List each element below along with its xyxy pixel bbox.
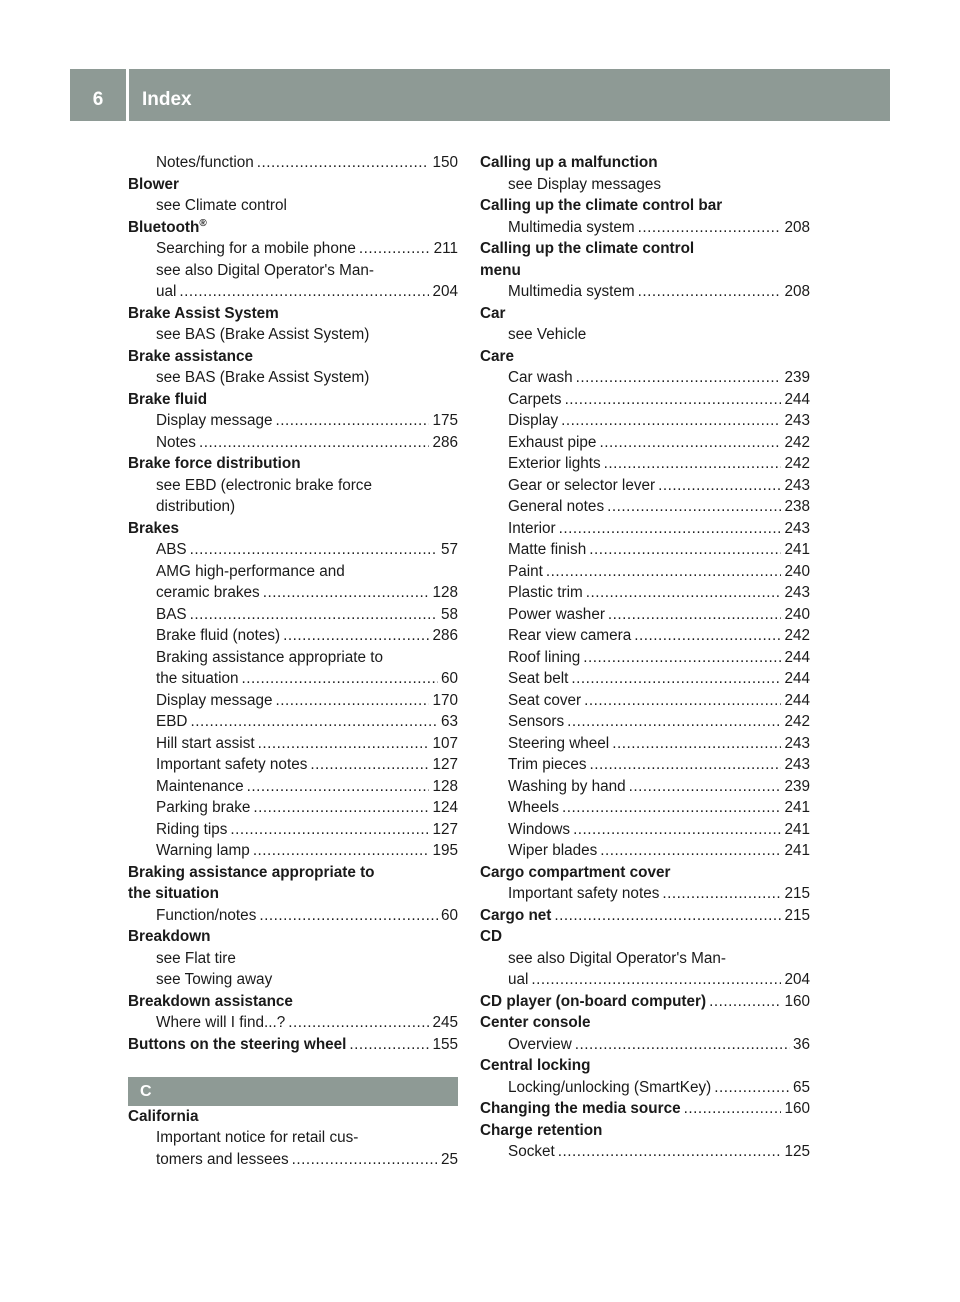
index-entry-label: General notes [508, 498, 605, 515]
index-entry[interactable] [128, 1012, 458, 1034]
page-reference[interactable]: 128 [432, 584, 458, 601]
index-reference: see also Digital Operator's Man- [508, 949, 727, 967]
index-entry[interactable] [480, 410, 810, 432]
dot-leader [565, 389, 782, 411]
index-entry-label: Exterior lights [508, 455, 601, 472]
index-entry-label: Power washer [508, 605, 605, 623]
dot-leader [190, 604, 438, 626]
index-heading-text: Care [480, 347, 515, 365]
index-entry-label: Paint [508, 562, 543, 580]
index-entry[interactable] [128, 776, 458, 798]
page-reference[interactable]: 239 [784, 777, 810, 795]
page-reference[interactable]: 63 [440, 713, 458, 730]
index-heading [480, 303, 810, 325]
page-title: Index [142, 89, 192, 110]
dot-leader [634, 625, 781, 647]
page-reference[interactable]: 239 [784, 369, 810, 386]
dot-leader [230, 819, 429, 841]
index-entry-label: Seat belt [508, 670, 569, 687]
index-entry[interactable] [128, 281, 458, 303]
index-entry-label: Hill start assist [156, 734, 255, 752]
dot-leader [554, 905, 781, 927]
dot-leader [257, 152, 430, 174]
dot-leader [583, 647, 781, 669]
index-entry[interactable] [480, 389, 810, 411]
index-entry[interactable] [128, 711, 458, 733]
dot-leader [253, 840, 430, 862]
index-heading [480, 1055, 810, 1077]
index-entry[interactable] [480, 883, 810, 905]
dot-leader [559, 518, 782, 540]
page-reference[interactable]: 243 [784, 734, 810, 752]
dot-leader [571, 668, 781, 690]
dot-leader [658, 475, 781, 497]
index-entry[interactable] [128, 625, 458, 647]
page-reference[interactable]: 58 [440, 605, 458, 623]
index-entry[interactable] [480, 217, 810, 239]
dot-leader [263, 582, 430, 604]
index-entry-label: Gear or selector lever [508, 476, 656, 494]
page-reference[interactable]: 208 [784, 283, 810, 300]
page-reference[interactable]: 240 [784, 562, 810, 580]
index-entry-label: Wheels [508, 799, 560, 816]
index-entry-label: BAS [156, 605, 187, 623]
dot-leader [531, 969, 781, 991]
index-reference: Important notice for retail cus- [156, 1129, 359, 1146]
index-heading [480, 1120, 810, 1142]
index-entry-label: Roof lining [508, 648, 581, 666]
page-reference[interactable]: 155 [432, 1035, 458, 1053]
page-reference[interactable]: 160 [784, 992, 810, 1010]
dot-leader [253, 797, 429, 819]
index-entry-label: Sensors [508, 713, 565, 730]
page-reference[interactable]: 238 [784, 498, 810, 515]
index-entry-label: Plastic trim [508, 584, 583, 601]
dot-leader [586, 582, 782, 604]
index-entry[interactable] [480, 496, 810, 518]
index-heading [128, 883, 458, 905]
index-heading [128, 453, 458, 475]
dot-leader [546, 561, 782, 583]
page-reference[interactable]: 127 [432, 756, 458, 773]
index-heading [480, 1012, 810, 1034]
index-entry[interactable] [128, 582, 458, 604]
index-entry-label: Buttons on the steering wheel [128, 1035, 347, 1053]
page-reference[interactable]: 36 [792, 1035, 810, 1053]
index-entry-label: Notes/function [156, 154, 254, 171]
index-entry-label: Display [508, 412, 559, 429]
index-heading-text: Braking assistance appropriate to [128, 863, 375, 881]
index-entry-label: EBD [156, 713, 188, 730]
index-heading [128, 174, 458, 196]
index-entry[interactable] [480, 647, 810, 669]
index-entry-label: Riding tips [156, 820, 228, 838]
dot-leader [561, 410, 781, 432]
index-entry-label: CD player (on-board computer) [480, 992, 707, 1010]
dot-leader [258, 733, 430, 755]
index-reference: see Flat tire [156, 949, 236, 967]
dot-leader [259, 905, 438, 927]
index-entry-label: Display message [156, 691, 273, 709]
page-reference[interactable]: 243 [784, 476, 810, 494]
dot-leader [242, 668, 438, 690]
index-heading [128, 862, 458, 884]
index-reference: see Display messages [508, 175, 662, 193]
dot-leader [607, 496, 781, 518]
page-reference[interactable]: 244 [784, 670, 810, 687]
dot-leader [562, 797, 781, 819]
index-entry-label: Steering wheel [508, 734, 610, 752]
index-heading [128, 389, 458, 411]
index-entry[interactable] [128, 152, 458, 174]
index-entry[interactable] [128, 1149, 458, 1171]
index-entry-label: Matte finish [508, 541, 587, 558]
page-reference[interactable]: 160 [784, 1100, 810, 1117]
registered-mark: ® [199, 217, 207, 229]
index-reference: AMG high-performance and [156, 562, 345, 580]
index-heading [128, 1106, 458, 1128]
page-reference[interactable]: 242 [784, 455, 810, 472]
dot-leader [608, 604, 782, 626]
index-heading [128, 926, 458, 948]
index-entry[interactable] [480, 1077, 810, 1099]
page-reference[interactable]: 211 [433, 240, 458, 257]
index-entry[interactable] [128, 1034, 458, 1056]
index-entry-label: Windows [508, 820, 571, 838]
index-heading [128, 303, 458, 325]
dot-leader [638, 217, 782, 239]
index-entry-label: Interior [508, 519, 556, 537]
page-reference[interactable]: 286 [432, 433, 458, 451]
page-reference[interactable]: 125 [784, 1143, 810, 1160]
index-entry-label: Carpets [508, 390, 562, 408]
dot-leader [359, 238, 431, 260]
index-heading [128, 518, 458, 540]
index-entry-label: Function/notes [156, 906, 257, 924]
index-entry-label: Rear view camera [508, 627, 632, 644]
index-reference: see BAS (Brake Assist System) [156, 326, 370, 343]
dot-leader [567, 711, 781, 733]
index-heading-text: Blower [128, 175, 179, 193]
dot-leader [629, 776, 782, 798]
page-reference[interactable]: 25 [440, 1150, 458, 1168]
index-entry[interactable] [480, 754, 810, 776]
index-entry[interactable] [128, 797, 458, 819]
index-entry-label: Changing the media source [480, 1100, 681, 1117]
dot-leader [283, 625, 429, 647]
index-heading-text: Calling up the climate control bar [480, 197, 723, 214]
dot-leader [584, 690, 781, 712]
index-entry[interactable] [480, 711, 810, 733]
index-entry[interactable] [480, 1034, 810, 1056]
page-reference[interactable]: 170 [432, 691, 458, 709]
index-heading-text: Brake assistance [128, 347, 254, 365]
index-entry[interactable] [128, 819, 458, 841]
index-entry[interactable] [480, 1141, 810, 1163]
index-entry[interactable] [128, 238, 458, 260]
dot-leader [310, 754, 429, 776]
index-heading [480, 195, 810, 217]
index-entry[interactable] [480, 733, 810, 755]
index-entry[interactable] [128, 840, 458, 862]
index-entry[interactable] [128, 754, 458, 776]
index-entry[interactable] [480, 840, 810, 862]
page-reference[interactable]: 241 [784, 842, 810, 859]
page-reference[interactable]: 245 [432, 1014, 458, 1031]
index-entry-label: Multimedia system [508, 283, 635, 300]
index-entry-label: Multimedia system [508, 218, 635, 236]
page-reference[interactable]: 124 [432, 799, 458, 816]
index-entry[interactable] [480, 604, 810, 626]
dot-leader [576, 367, 782, 389]
index-reference: see also Digital Operator's Man- [156, 261, 375, 279]
index-heading-text: Central locking [480, 1057, 591, 1074]
index-entry[interactable] [480, 432, 810, 454]
index-entry[interactable] [480, 475, 810, 497]
page-reference[interactable]: 242 [784, 713, 810, 730]
index-entry[interactable] [480, 819, 810, 841]
index-heading-text: Calling up a malfunction [480, 154, 658, 171]
index-heading-text: Calling up the climate control [480, 240, 695, 257]
index-heading-text: Cargo compartment cover [480, 863, 671, 881]
index-entry-label: Maintenance [156, 777, 244, 795]
dot-leader [573, 819, 781, 841]
index-heading-text: the situation [128, 885, 219, 902]
dot-leader [600, 840, 781, 862]
index-heading [128, 217, 458, 239]
index-entry[interactable] [480, 625, 810, 647]
index-heading-text: Breakdown assistance [128, 992, 293, 1010]
index-reference: see Towing away [156, 971, 273, 988]
index-column-left [128, 152, 458, 1170]
index-entry[interactable] [480, 367, 810, 389]
page-reference[interactable]: 175 [432, 412, 458, 429]
index-entry-label: Cargo net [480, 906, 552, 924]
page-reference[interactable]: 241 [784, 799, 810, 816]
dot-leader [599, 432, 781, 454]
index-entry[interactable] [128, 410, 458, 432]
index-entry-label: Searching for a mobile phone [156, 240, 356, 257]
index-entry[interactable] [128, 905, 458, 927]
index-entry[interactable] [480, 991, 810, 1013]
page-reference[interactable]: 243 [784, 519, 810, 537]
index-entry[interactable] [128, 539, 458, 561]
page-number: 6 [92, 89, 104, 110]
dot-leader [662, 883, 781, 905]
index-heading [128, 991, 458, 1013]
index-entry-label: Wiper blades [508, 842, 598, 859]
index-entry[interactable] [480, 518, 810, 540]
index-entry-label: ABS [156, 541, 187, 558]
index-entry[interactable] [128, 432, 458, 454]
index-heading-text: CD [480, 928, 503, 945]
dot-leader [589, 539, 781, 561]
index-entry-label: Locking/unlocking (SmartKey) [508, 1078, 712, 1096]
index-heading [480, 238, 810, 260]
index-entry-label: Washing by hand [508, 777, 626, 795]
index-heading-text: Brake force distribution [128, 455, 301, 472]
index-heading [128, 346, 458, 368]
dot-leader [275, 690, 429, 712]
page-reference[interactable]: 244 [784, 390, 810, 408]
index-entry-label: Trim pieces [508, 756, 587, 773]
page-reference[interactable]: 150 [432, 154, 458, 171]
index-heading-text: Breakdown [128, 928, 211, 945]
index-entry[interactable] [128, 690, 458, 712]
index-reference: Braking assistance appropriate to [156, 648, 384, 666]
index-entry[interactable] [480, 969, 810, 991]
dot-leader [604, 453, 782, 475]
index-entry[interactable] [128, 733, 458, 755]
index-entry[interactable] [480, 690, 810, 712]
index-heading [480, 926, 810, 948]
page-header [70, 69, 890, 121]
page-reference[interactable]: 244 [784, 691, 810, 709]
page-reference[interactable]: 243 [784, 756, 810, 773]
dot-leader [179, 281, 429, 303]
index-entry[interactable] [480, 1098, 810, 1120]
index-heading-text: Bluetooth [128, 218, 200, 236]
index-heading-text: menu [480, 261, 521, 279]
page-reference[interactable]: 57 [440, 541, 458, 558]
index-entry-label: tomers and lessees [156, 1150, 289, 1168]
page-reference[interactable]: 65 [792, 1078, 810, 1096]
index-entry-label: the situation [156, 670, 239, 687]
index-entry[interactable] [480, 281, 810, 303]
page-reference[interactable]: 243 [784, 584, 810, 601]
index-heading [480, 260, 810, 282]
index-entry[interactable] [128, 668, 458, 690]
index-reference: see Climate control [156, 197, 287, 214]
index-heading-text: Charge retention [480, 1121, 603, 1139]
page-reference[interactable]: 242 [784, 627, 810, 644]
index-entry[interactable] [480, 776, 810, 798]
dot-leader [638, 281, 782, 303]
dot-leader [199, 432, 430, 454]
index-heading [480, 152, 810, 174]
index-entry[interactable] [480, 582, 810, 604]
index-entry[interactable] [480, 453, 810, 475]
index-entry-label: ceramic brakes [156, 584, 260, 601]
index-entry-label: Important safety notes [156, 756, 308, 773]
index-entry-label: ual [156, 283, 177, 300]
index-entry[interactable] [480, 561, 810, 583]
page-reference[interactable]: 215 [784, 906, 810, 924]
index-entry-label: ual [508, 971, 529, 988]
index-reference: see BAS (Brake Assist System) [156, 369, 370, 386]
page-reference[interactable]: 204 [432, 283, 458, 300]
index-entry-label: Parking brake [156, 799, 251, 816]
page-reference[interactable]: 244 [784, 648, 810, 666]
dot-leader [575, 1034, 790, 1056]
page-reference[interactable]: 242 [784, 433, 810, 451]
index-entry-label: Socket [508, 1143, 555, 1160]
index-entry-label: Where will I find...? [156, 1014, 286, 1031]
dot-leader [714, 1077, 790, 1099]
index-heading-text: Brake fluid [128, 390, 208, 408]
page-reference[interactable]: 241 [784, 541, 810, 558]
dot-leader [288, 1012, 429, 1034]
page-reference[interactable]: 128 [432, 777, 458, 795]
index-entry-label: Notes [156, 433, 196, 451]
index-entry[interactable] [480, 539, 810, 561]
page-reference[interactable]: 240 [784, 605, 810, 623]
header-divider [126, 69, 129, 121]
page-reference[interactable]: 60 [440, 670, 458, 687]
dot-leader [275, 410, 429, 432]
page-reference[interactable]: 243 [784, 412, 810, 429]
dot-leader [247, 776, 430, 798]
page-reference[interactable]: 107 [432, 734, 458, 752]
page-reference[interactable]: 60 [440, 906, 458, 924]
index-entry-label: Brake fluid (notes) [156, 627, 281, 644]
page-reference[interactable]: 195 [432, 842, 458, 859]
index-heading-text: Brakes [128, 519, 180, 537]
index-heading-text: Center console [480, 1014, 591, 1031]
dot-leader [589, 754, 781, 776]
dot-leader [684, 1098, 782, 1120]
dot-leader [558, 1141, 782, 1163]
dot-leader [709, 991, 781, 1013]
index-reference: distribution) [156, 498, 236, 515]
page-reference[interactable]: 215 [784, 885, 810, 902]
page-reference[interactable]: 127 [432, 820, 458, 838]
index-heading [480, 862, 810, 884]
dot-leader [190, 711, 438, 733]
page-reference[interactable]: 208 [784, 218, 810, 236]
index-entry-label: Seat cover [508, 691, 582, 709]
section-letter-c: C [128, 1077, 458, 1106]
page-reference[interactable]: 204 [784, 971, 810, 988]
index-entry-label: Overview [508, 1035, 572, 1053]
index-reference: see EBD (electronic brake force [156, 476, 372, 494]
dot-leader [612, 733, 781, 755]
index-entry-label: Warning lamp [156, 842, 250, 859]
index-heading-text: Car [480, 304, 506, 322]
index-entry[interactable] [128, 604, 458, 626]
section-spacer [128, 1055, 458, 1077]
index-reference: see Vehicle [508, 326, 587, 343]
index-entry-label: Important safety notes [508, 885, 660, 902]
index-entry[interactable] [480, 905, 810, 927]
page-reference[interactable]: 286 [432, 627, 458, 644]
dot-leader [349, 1034, 429, 1056]
index-entry[interactable] [480, 668, 810, 690]
index-heading [480, 346, 810, 368]
index-entry-label: Display message [156, 412, 273, 429]
page-reference[interactable]: 241 [784, 820, 810, 838]
index-entry-label: Car wash [508, 369, 573, 386]
index-heading-text: Brake Assist System [128, 304, 279, 322]
index-entry-label: Exhaust pipe [508, 433, 597, 451]
dot-leader [292, 1149, 438, 1171]
index-heading-text: California [128, 1107, 199, 1125]
index-column-right [480, 152, 810, 1163]
index-entry[interactable] [480, 797, 810, 819]
dot-leader [190, 539, 438, 561]
